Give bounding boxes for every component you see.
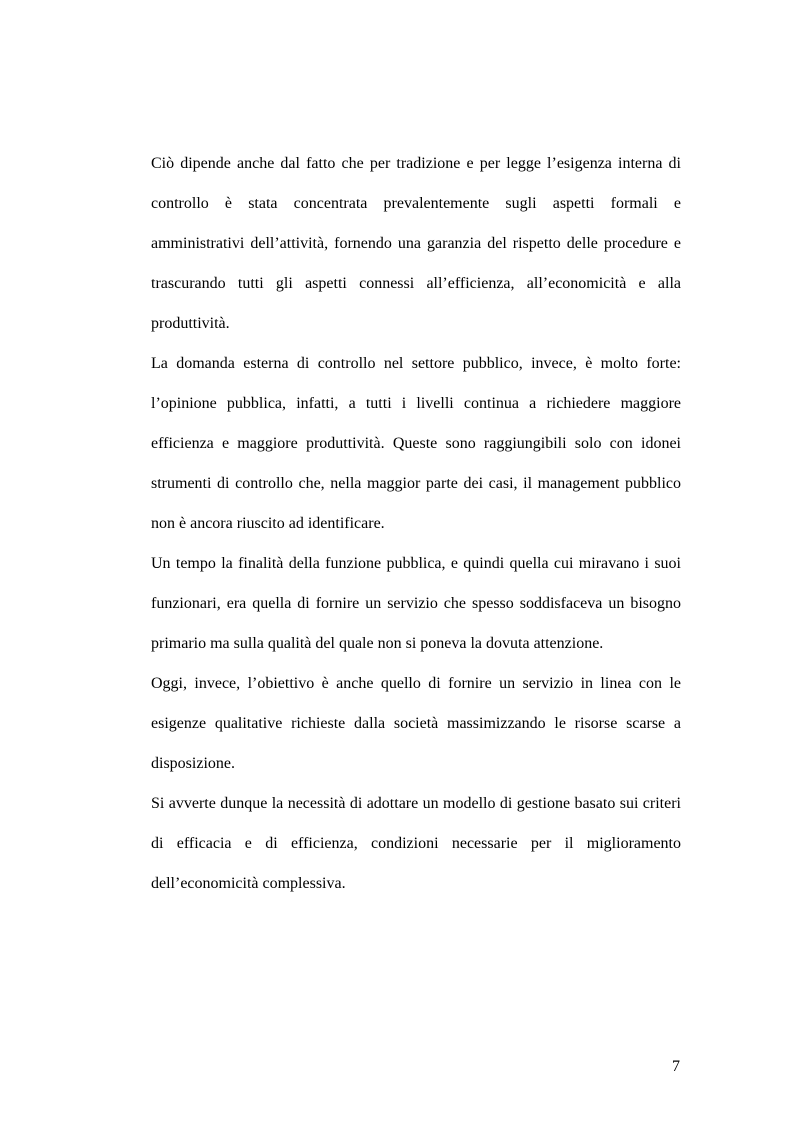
paragraph-4: Oggi, invece, l’obiettivo è anche quello di fornire un servizio in linea con le esigenze qualitative richieste dalla società massimizzando le risorse scarse a disposizione. (151, 675, 681, 772)
paragraph-1: Ciò dipende anche dal fatto che per tradizione e per legge l’esigenza interna di controllo è stata concentrata prevalentemente sugli aspetti formali e amministrativi dell’attività, fornendo una garanzia del rispetto delle procedure e trascurando tutti gli aspetti connessi all’efficienza, all’economicità e alla produttività. (151, 155, 681, 332)
page-number: 7 (672, 1058, 680, 1075)
paragraph-5: Si avverte dunque la necessità di adottare un modello di gestione basato sui criteri di efficacia e di efficienza, condizioni necessarie per il miglioramento dell’economicità complessiva. (151, 795, 681, 892)
body-text (151, 144, 681, 904)
paragraph-2: La domanda esterna di controllo nel settore pubblico, invece, è molto forte: l’opinione pubblica, infatti, a tutti i livelli continua a richiedere maggiore efficienza e maggiore produttività. Queste sono raggiungibili solo con idonei strumenti di controllo che, nella maggior parte dei casi, il management pubblico non è ancora riuscito ad identificare. (151, 355, 681, 532)
paragraph-3: Un tempo la finalità della funzione pubblica, e quindi quella cui miravano i suoi funzionari, era quella di fornire un servizio che spesso soddisfaceva un bisogno primario ma sulla qualità del quale non si poneva la dovuta attenzione. (151, 555, 681, 652)
